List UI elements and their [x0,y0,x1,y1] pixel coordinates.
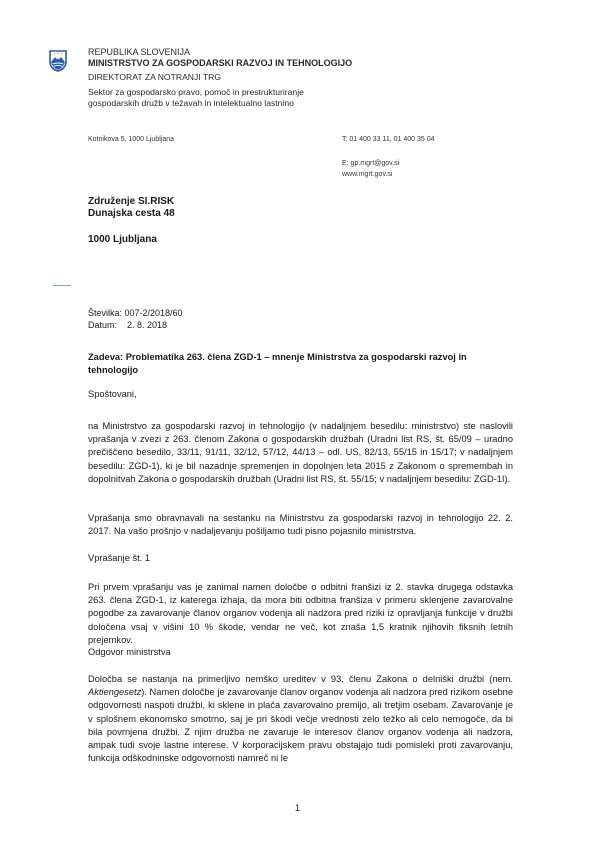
sender-website: www.mgrt.gov.si [342,171,393,178]
page-number: 1 [294,803,300,813]
answer-text-italic: Aktiengesetz [88,687,142,698]
letterhead-directorate: DIREKTORAT ZA NOTRANJI TRG [88,72,222,82]
recipient-street: Dunajska cesta 48 [88,208,175,219]
recipient-name: Združenje SI.RISK [88,196,175,207]
coat-of-arms-icon [48,50,68,72]
answer-heading: Odgovor ministrstva [88,647,171,657]
question-heading: Vprašanje št. 1 [88,553,151,563]
answer-text-start: Določba se nastanja na primerljivo nemško ureditev v 93. členu Zakona o delniški družbi (nem. [88,674,513,684]
fold-mark [53,285,71,286]
recipient-city: 1000 Ljubljana [88,234,157,245]
answer-text-end: ). Namen določbe je zavarovanje članov organov vodenja ali nadzora pred rizikom osebne odgovornosti naspoti družbi, ki sklene in plača zavarovalno premijo, ali tretjim osebam. Zavarovanje je v splošnem ekonomsko smotrno, saj je pri škodi večje vrednosti zelo težko ali celo nemogoče, da bi bila povrnjena družbi. Z njim družba ne zavaruje le interesov članov organov vodenja ali nadzora, ampak tudi svoje lastne interese. V korporacijskem pravu obstajajo tudi pomisleki proti zavarovanju, funkcija odškodninske odgovornosti namreč ni le [88,687,513,764]
subject-line: Zadeva: Problematika 263. člena ZGD-1 – mnenje Ministrstva za gospodarski razvoj in tehnologijo [88,352,467,375]
letterhead-sector-line1: Sektor za gospodarsko pravo, pomoč in prestrukturiranje [88,87,304,97]
letterhead-sector-line2: gospodarskih družb v težavah in intelektualno lastnino [88,98,294,108]
letterhead-ministry: MINISTRSTVO ZA GOSPODARSKI RAZVOJ IN TEHNOLOGIJO [88,58,353,68]
greeting: Spoštovani, [88,389,137,399]
paragraph-intro: na Ministrstvo za gospodarski razvoj in tehnologijo (v nadaljnjem besedilu: ministrstvo) ste naslovili vprašanja v zvezi z 263. členom Zakona o gospodarskih družbah (Uradni list RS, št. 65/09 – uradno prečiščeno besedilo, 33/11, 91/11, 32/12, 57/12, 44/13 – odl. US, 82/13, 55/15 in 15/17; v nadaljnjem besedilu: ZGD-1), ki je bil nazadnje spremenjen in dopolnjen leta 2015 z Zakonom o spremembah in dopolnitvah Zakona o gospodarskih družbah (Uradni list RS, št. 55/15; v nadaljnjem besedilu: ZGD-1I). [88,421,513,484]
sender-phone: T: 01 400 33 11, 01 400 35 04 [342,136,435,143]
reference-number: Številka: 007-2/2018/60 [88,308,183,318]
sender-email: E: gp.mgrt@gov.si [342,160,400,167]
letterhead-country: REPUBLIKA SLOVENIJA [88,47,191,57]
paragraph-question: Pri prvem vprašanju vas je zanimal namen določbe o odbitni franšizi iz 2. stavka drugega odstavka 263. člena ZGD-1, iz katerega izhaja, da mora biti odbitna franšiza v primeru sklenjene zavarovalne pogodbe za zavarovanje članov organov vodenja ali nadzora pred riziki iz opravljanja funkcije v družbi določena vsaj v višini 10 % škode, vendar ne več, kot znaša 1,5 kratnik njihovih fiksnih letnih prejemkov. [88,582,513,645]
document-date: Datum: 2. 8. 2018 [88,320,168,330]
paragraph-answer [88,673,513,765]
paragraph-meeting: Vprašanja smo obravnavali na sestanku na Ministrstvu za gospodarski razvoj in tehnologijo 22. 2. 2017. Na vašo prošnjo v nadaljevanju pošiljamo tudi pisno pojasnilo ministrstva. [88,513,513,537]
sender-address: Kotnikova 5, 1000 Ljubljana [88,136,175,143]
